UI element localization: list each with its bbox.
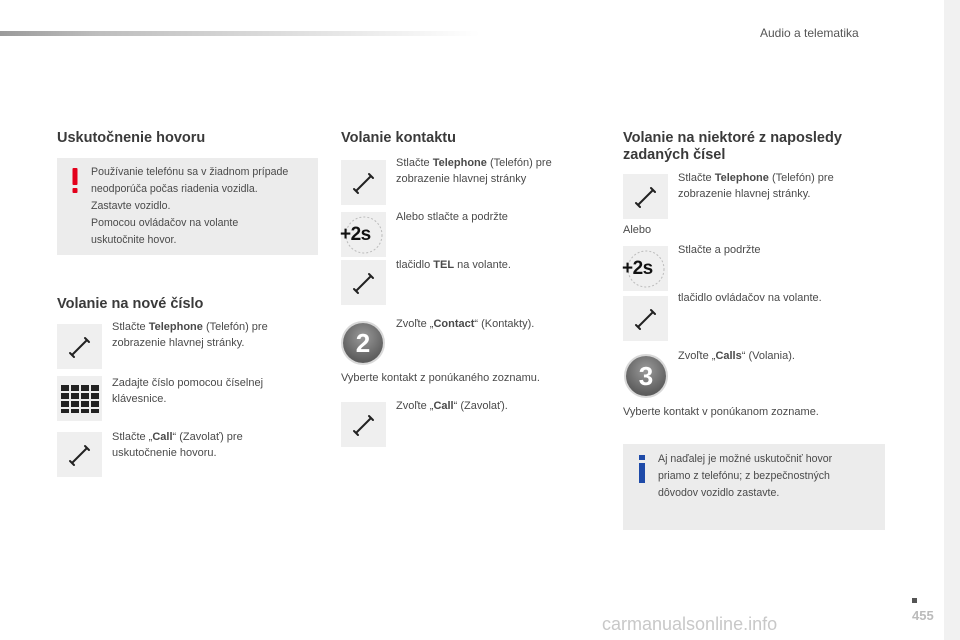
title-recent-numbers-line2: zadaných čísel <box>623 147 726 163</box>
hold-2s-label-2: +2s <box>622 258 653 279</box>
phone-button-icon-2 <box>341 160 386 205</box>
hold-2s-button <box>341 212 386 257</box>
phone-icon <box>67 442 93 468</box>
col3-step2: Stlačte a podržte <box>678 244 761 256</box>
steering-button-icon <box>623 296 668 341</box>
col1-step1: Stlačte Telephone (Telefón) pre <box>112 321 268 333</box>
col3-step1-line2: zobrazenie hlavnej stránky. <box>678 188 811 200</box>
info-line-2: priamo z telefónu; z bezpečnostných <box>658 470 830 482</box>
phone-icon <box>351 412 377 438</box>
title-call-contact: Volanie kontaktu <box>341 130 456 146</box>
header-gradient-bar <box>0 31 480 36</box>
warning-line-1: Používanie telefónu sa v žiadnom prípade <box>91 166 289 178</box>
section-header: Audio a telematika <box>760 26 859 40</box>
step-number-2: 2 <box>343 323 383 363</box>
call-button-icon-2 <box>341 402 386 447</box>
col3-step5: Vyberte kontakt v ponúkanom zozname. <box>623 406 819 418</box>
col3-step3: tlačidlo ovládačov na volante. <box>678 292 822 304</box>
warning-line-2: neodporúča počas riadenia vozidla. <box>91 183 258 195</box>
info-callout <box>623 444 885 530</box>
col1-step2: Zadajte číslo pomocou číselnej <box>112 377 264 389</box>
info-line-1: Aj naďalej je možné uskutočniť hovor <box>658 453 833 465</box>
col2-step2: Alebo stlačte a podržte <box>396 211 508 223</box>
hold-2s-label: +2s <box>340 224 371 245</box>
warning-line-4: Pomocou ovládačov na volante <box>91 217 239 229</box>
warning-line-3: Zastavte vozidlo. <box>91 200 171 212</box>
col1-step2-line2: klávesnice. <box>112 393 167 405</box>
col1-step3-line2: uskutočnenie hovoru. <box>112 447 217 459</box>
phone-icon <box>351 170 377 196</box>
phone-icon <box>633 184 659 210</box>
call-button-icon <box>57 432 102 477</box>
tel-button-icon <box>341 260 386 305</box>
col2-step5: Vyberte kontakt z ponúkaného zoznamu. <box>341 372 540 384</box>
phone-button-icon-3 <box>623 174 668 219</box>
page-marker <box>912 598 917 603</box>
phone-button-icon <box>57 324 102 369</box>
col2-step1: Stlačte Telephone (Telefón) pre <box>396 157 552 169</box>
page-edge <box>944 0 960 640</box>
keypad-icon <box>60 384 100 414</box>
col1-step1-line2: zobrazenie hlavnej stránky. <box>112 337 245 349</box>
page-number: 455 <box>912 608 934 623</box>
col2-step4: Zvoľte „Contact“ (Kontakty). <box>396 318 535 330</box>
hold-2s-button-2 <box>623 246 668 291</box>
col3-or: Alebo <box>623 224 652 236</box>
col1-step3: Stlačte „Call“ (Zavolať) pre <box>112 431 243 443</box>
phone-icon <box>67 334 93 360</box>
keypad-button <box>57 376 102 421</box>
warning-icon <box>69 168 81 194</box>
step-number-3: 3 <box>626 356 666 396</box>
phone-icon <box>351 270 377 296</box>
col2-step6: Zvoľte „Call“ (Zavolať). <box>396 400 508 412</box>
col3-step4: Zvoľte „Calls“ (Volania). <box>678 350 795 362</box>
warning-callout <box>57 158 318 255</box>
watermark: carmanualsonline.info <box>602 614 778 634</box>
col2-step3: tlačidlo TEL na volante. <box>396 259 511 271</box>
col2-step1-line2: zobrazenie hlavnej stránky <box>396 173 527 185</box>
col3-step1: Stlačte Telephone (Telefón) pre <box>678 172 834 184</box>
title-recent-numbers: Volanie na niektoré z naposledy <box>623 130 842 146</box>
phone-icon <box>633 306 659 332</box>
info-line-3: dôvodov vozidlo zastavte. <box>658 487 780 499</box>
title-making-call: Uskutočnenie hovoru <box>57 130 206 146</box>
info-icon <box>637 455 647 483</box>
warning-line-5: uskutočnite hovor. <box>91 234 177 246</box>
title-new-number: Volanie na nové číslo <box>57 296 204 312</box>
